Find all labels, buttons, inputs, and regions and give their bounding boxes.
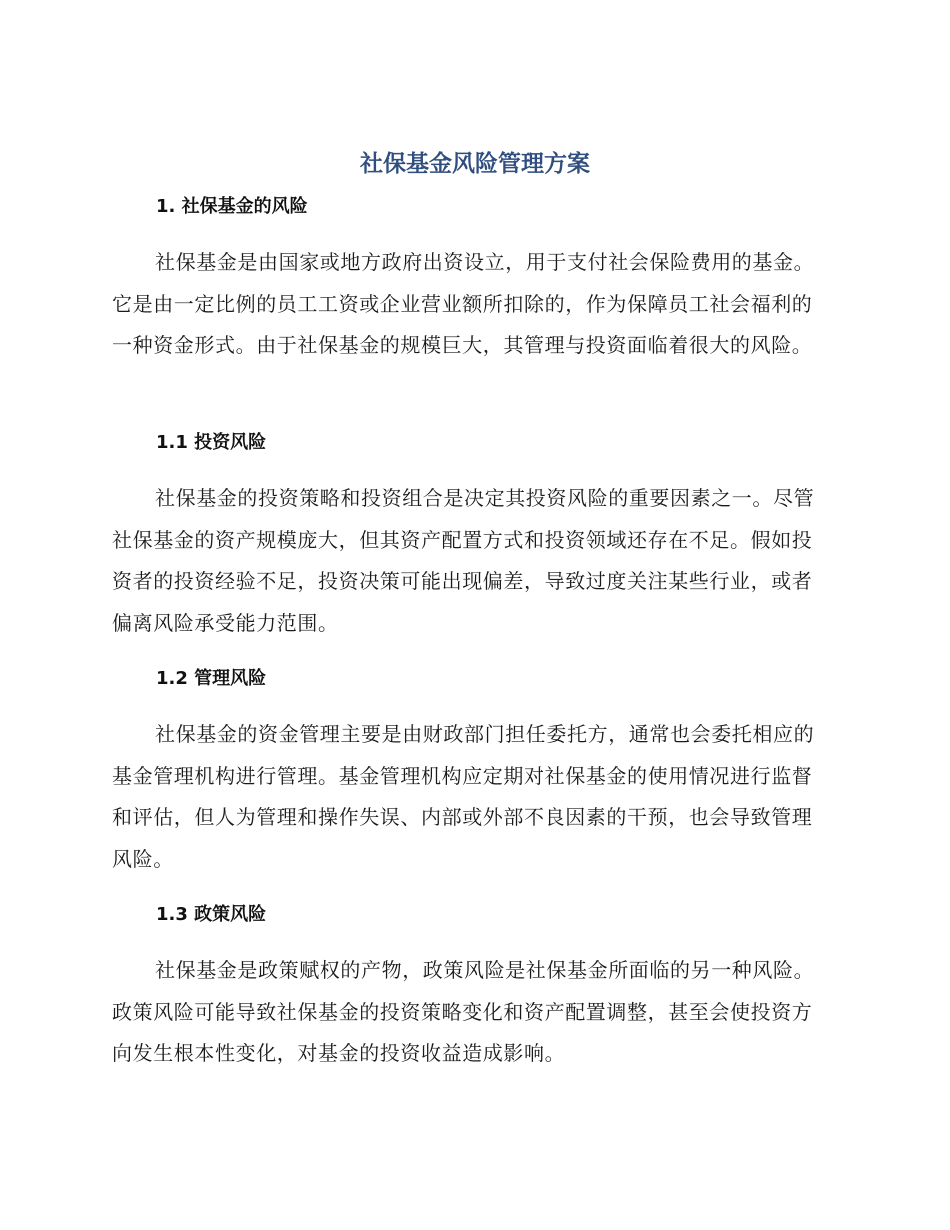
subsection-paragraph-management-risk: 社保基金的资金管理主要是由财政部门担任委托方，通常也会委托相应的基金管理机构进行管理。基金管理机构应定期对社保基金的使用情况进行监督和评估，但人为管理和操作失误、内部或外部不良因素的干预，也会导致管理风险。: [112, 722, 815, 871]
section-heading: 1. 社保基金的风险: [156, 196, 308, 217]
document-title: 社保基金风险管理方案: [360, 151, 590, 177]
subsection-heading-policy-risk: 1.3 政策风险: [156, 904, 267, 925]
subsection-heading-investment-risk: 1.1 投资风险: [156, 432, 267, 453]
subsection-paragraph-investment-risk: 社保基金的投资策略和投资组合是决定其投资风险的重要因素之一。尽管社保基金的资产规模庞大，但其资产配置方式和投资领域还存在不足。假如投资者的投资经验不足，投资决策可能出现偏差，导致过度关注某些行业，或者偏离风险承受能力范围。: [112, 486, 815, 635]
section-paragraph: 社保基金是由国家或地方政府出资设立，用于支付社会保险费用的基金。它是由一定比例的员工工资或企业营业额所扣除的，作为保障员工社会福利的一种资金形式。由于社保基金的规模巨大，其管理与投资面临着很大的风险。: [112, 250, 815, 357]
subsection-heading-management-risk: 1.2 管理风险: [156, 668, 267, 689]
subsection-paragraph-policy-risk: 社保基金是政策赋权的产物，政策风险是社保基金所面临的另一种风险。政策风险可能导致社保基金的投资策略变化和资产配置调整，甚至会使投资方向发生根本性变化，对基金的投资收益造成影响。: [112, 958, 815, 1065]
